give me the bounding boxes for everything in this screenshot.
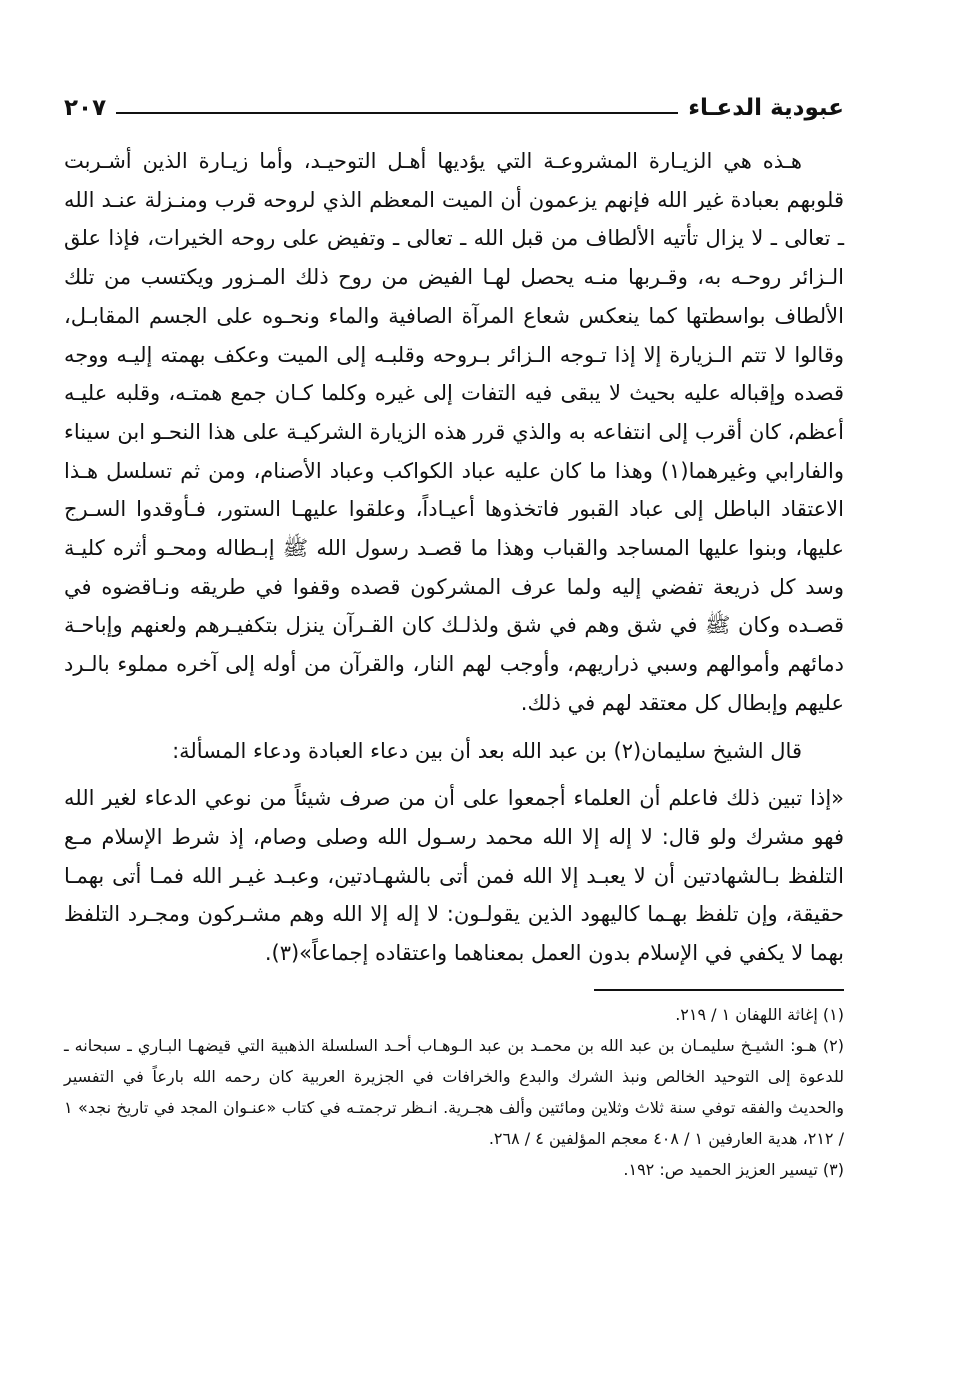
- footnote-1: (١) إغاثة اللهفان ١ / ٢١٩.: [675, 1004, 844, 1024]
- footnotes: [64, 999, 844, 1185]
- page-header: [64, 84, 844, 130]
- running-title: عبودية الدعـاء: [688, 95, 844, 121]
- page-number: ٢٠٧: [64, 95, 107, 121]
- paragraph-sheikh-quote-intro: قال الشيخ سليمان(٢) بن عبد الله بعد أن بين دعاء العبادة ودعاء المسألة:: [172, 738, 802, 763]
- footnote-separator: [594, 989, 844, 991]
- paragraph-visitation: هـذه هي الزيـارة المشروعـة التي يؤديها أهـل التوحيـد، وأما زيـارة الذين أشـربت قلوبهم بعبادة غير الله فإنهم يزعمون أن الميت المعظم الذي لروحه قرب ومنـزلة عنـد الله ـ تعالى ـ لا يزال تأتيه الألطاف من قبل الله ـ تعالى ـ وتفيض على روحه الخيرات، فإذا علق الـزائر روحـه به، وقـربها منـه يحصل لهـا الفيض من روح ذلك المـزور ويكتسب من تلك الألطاف بواسطتها كما ينعكس شعاع المرآة الصافية والماء ونحـوه على الجسم المقابـل، وقالوا لا تتم الـزيارة إلا إذا تـوجه الـزائر بـروحه وقلبـه إلى الميت وعكف بهمته إليـه ووجه قصده وإقباله عليه بحيث لا يبقى فيه التفات إلى غيره وكلما كـان جمع همتـه، وقلبه عليـه أعظم، كان أقرب إلى انتفاعه به والذي قرر هذه الزيارة الشركيـة على هذا النحـو ابن سيناء والفارابي وغيرهما(١) وهذا ما كان عليه عباد الكواكب وعباد الأصنام، ومن ثم تسلسل هـذا الاعتقاد الباطل إلى عباد القبور فاتخذوها أعيـاداً، وعلقوا عليهـا الستور، فـأوقدوا السـرج عليها، وبنوا عليها المساجد والقباب وهذا ما قصـد رسول الله ﷺ إبـطاله ومحـو أثره كليـة وسد كل ذريعة تفضي إليه ولما عرف المشركون قصده وقفوا في طريقه ونـاقضوه في قصـده وكان ﷺ في شق وهم في شق ولذلـك كان القـرآن ينزل بتكفيـرهم ولعنهم وإباحـة دمائهم وأموالهم وسبي ذراريهم، وأوجب لهم النار، والقرآن من أوله إلى آخره مملوء بالـرد عليهم وإبطال كل معتقد لهم في ذلك.: [64, 149, 844, 715]
- document-page: [64, 84, 844, 1374]
- footnote-2: (٢) هـو: الشيـخ سليمـان بن عبد الله بن محمـد بن عبد الـوهـاب أحـد السلسلة الذهبية التي قيضهـا البـاري ـ سبحانه ـ للدعوة إلى التوحيد الخالص ونبذ الشرك والبدع والخرافات في الجزيرة العربية كان رحمه الله بارعاً في التفسير والحديث والفقه توفي سنة ثلاث وثلاين ومائتين وألف هجـرية. انـظر ترجمتـه في كتاب «عنـوان المجد في تاريخ نجد» ١ / ٢١٢، هدية العارفين ١ / ٤٠٨ معجم المؤلفين ٤ / ٢٦٨.: [64, 1035, 844, 1148]
- paragraph-sheikh-quote: «إذا تبين ذلك فاعلم أن العلماء أجمعوا على أن من صرف شيئاً من نوعي الدعاء لغير الله فهو مشرك ولو قال: لا إله إلا الله محمد رسـول الله وصلى وصام، إذ شرط الإسلام مـع التلفظ بـالشهادتين أن لا يعبـد إلا الله فمن أتى بالشهـادتين، وعبـد غيـر الله فمـا أتى بهمـا حقيقة، وإن تلفظ بهـما كاليهود الذين يقولـون: لا إله إلا الله وهم مشـركون ومجـرد التلفظ بهما لا يكفي في الإسلام بدون العمل بمعناهما واعتقاده إجماعاً»(٣).: [64, 786, 844, 966]
- body-text: [64, 142, 844, 973]
- footnote-3: (٣) تيسير العزيز الحميد ص: ١٩٢.: [623, 1159, 844, 1179]
- header-rule: [116, 112, 678, 114]
